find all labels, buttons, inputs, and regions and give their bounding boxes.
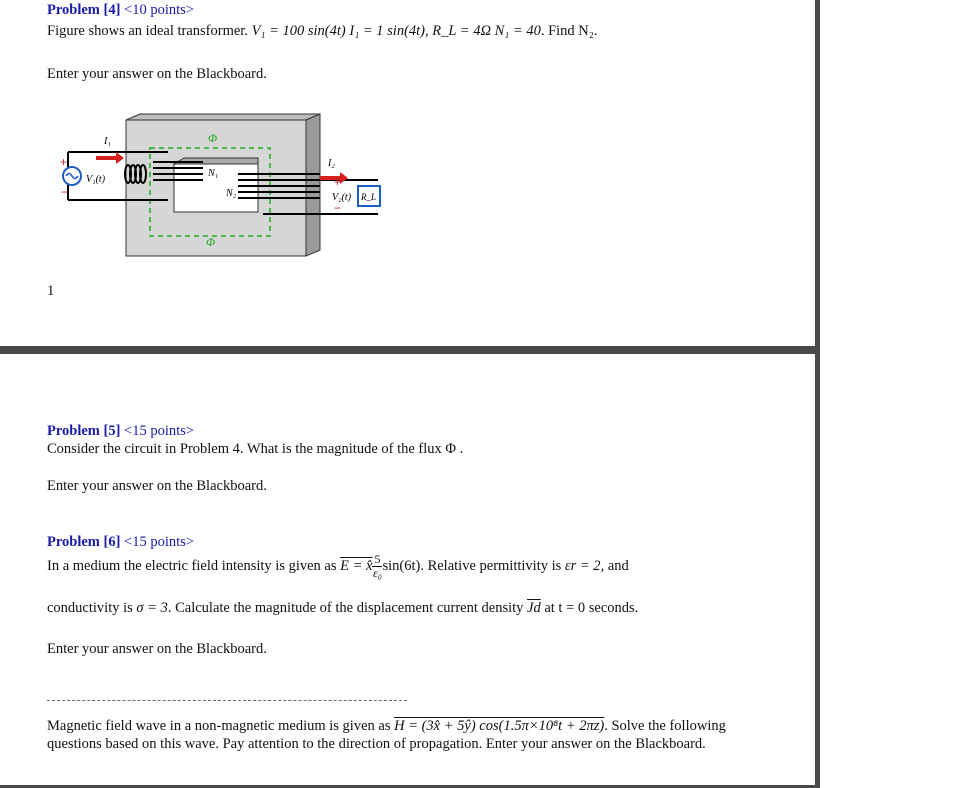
i1-label: I₁	[104, 136, 111, 147]
current-arrow-i1	[96, 152, 124, 164]
answer-value: 1	[47, 283, 55, 299]
problem-5-heading: Problem [5] <15 points>	[47, 423, 194, 439]
v2-label: V₂(t)	[332, 192, 352, 203]
i2-label: I₂	[328, 158, 335, 169]
rl-label: R_L	[361, 192, 377, 202]
phi-top-label: Φ	[208, 131, 218, 145]
problem-6-line-1: In a medium the electric field intensity is given as E = x̂ $\frac{5}{\text{ε₀}}$ sin(6t). Relative permittivity is εr = 2, and	[47, 552, 629, 580]
problem-4-heading: Problem [4] <10 points>	[47, 2, 194, 18]
problem-4-statement: Figure shows an ideal transformer. V₁ = 100 sin(4t) I₁ = 1 sin(4t), R_L = 4Ω N₁ = 40. Find N₂.	[47, 23, 598, 39]
n1-label: N₁	[208, 168, 219, 179]
panel-divider	[0, 346, 820, 354]
problem-5-instruction: Enter your answer on the Blackboard.	[47, 478, 267, 494]
problem-4-instruction: Enter your answer on the Blackboard.	[47, 66, 267, 82]
minus-sign-primary: −	[61, 185, 69, 199]
magnetic-wave-text: Magnetic field wave in a non-magnetic medium is given as H = (3x̂ + 5ŷ) cos(1.5π×10⁸t + 2πz). Solve the following questions based on this wave. Pay attention to the direction of propagation. Enter your answer on the Blackboard.	[47, 718, 726, 752]
problem-5-statement: Consider the circuit in Problem 4. What is the magnitude of the flux Φ .	[47, 441, 464, 457]
n2-label: N₂	[226, 188, 237, 199]
plus-sign-secondary: +	[334, 175, 342, 189]
problem-6-instruction: Enter your answer on the Blackboard.	[47, 641, 267, 657]
problem-6-heading: Problem [6] <15 points>	[47, 534, 194, 550]
panel-border	[815, 0, 820, 352]
plus-sign-primary: +	[60, 155, 68, 169]
core-top-face	[126, 114, 320, 120]
v1-label: V₁(t)	[86, 174, 106, 185]
minus-sign-secondary: −	[334, 201, 342, 215]
transformer-figure	[58, 112, 388, 262]
section-separator	[47, 700, 407, 701]
panel-border	[815, 352, 820, 788]
problem-6-line-2: conductivity is σ = 3. Calculate the magnitude of the displacement current density $\overline{Jd}$ at t = 0 seconds.	[47, 600, 639, 616]
phi-bottom-label: Φ	[206, 235, 216, 249]
